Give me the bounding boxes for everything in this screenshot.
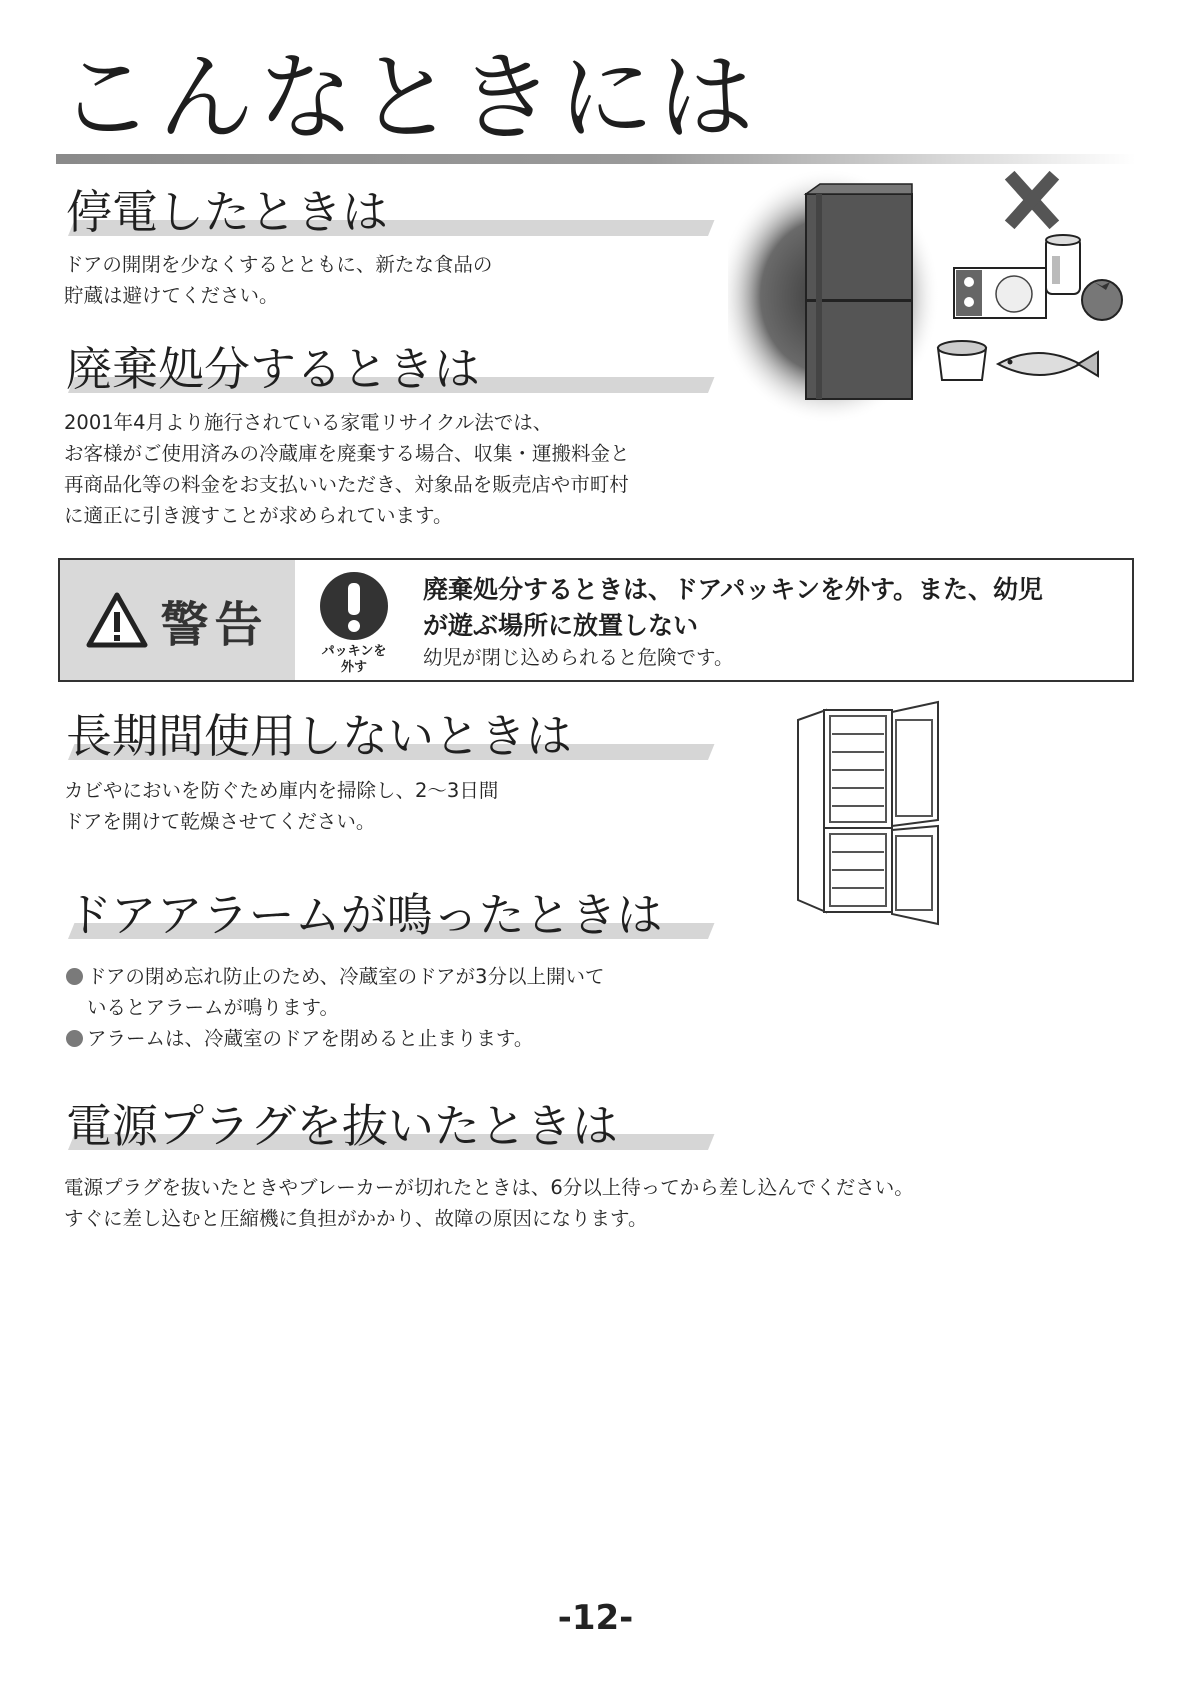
text-line: ドアを開けて乾燥させてください。 [64, 810, 376, 833]
warning-content [413, 560, 1043, 680]
bullet-item [64, 961, 604, 992]
page-number: -12- [557, 1598, 634, 1638]
text-line: ドアの開閉を少なくするとともに、新たな食品の [64, 253, 493, 276]
can-icon [1046, 235, 1080, 294]
section-heading-door-alarm [66, 889, 663, 942]
cup-icon [938, 341, 986, 380]
heading-text: 長期間使用しないときは [66, 709, 572, 763]
text-line: カビやにおいを防ぐため庫内を掃除し、2～3日間 [64, 779, 499, 802]
warning-label [60, 560, 295, 680]
bullet-text: ドアの閉め忘れ防止のため、冷蔵室のドアが3分以上開いて [87, 965, 605, 988]
text-line: 再商品化等の料金をお支払いいただき、対象品を販売店や市町村 [64, 473, 629, 496]
bullet-dot-icon [66, 1030, 83, 1047]
bullet-text: アラームは、冷蔵室のドアを閉めると止まります。 [87, 1027, 534, 1050]
warning-heading-line: が遊ぶ場所に放置しない [423, 611, 699, 640]
tomato-icon [1082, 280, 1122, 320]
pizza-box-icon [954, 268, 1046, 318]
section-heading-power-outage [66, 186, 388, 239]
warning-label-text: 警告 [160, 596, 269, 653]
bullet-item [64, 1023, 604, 1054]
unplugged-text [64, 1172, 914, 1234]
fridge-food-illustration [728, 168, 1138, 430]
fridge-icon [806, 184, 912, 399]
text-line: 2001年4月より施行されている家電リサイクル法では、 [64, 411, 553, 434]
text-line: お客様がご使用済みの冷蔵庫を廃棄する場合、収集・運搬料金と [64, 442, 630, 465]
fish-icon [998, 352, 1098, 376]
warning-triangle-icon [86, 592, 148, 648]
caption-line: パッキンを [321, 644, 387, 659]
caption-line: 外す [340, 660, 367, 675]
long-unused-text [64, 775, 498, 837]
exclamation-circle-icon [318, 570, 390, 642]
text-line: すぐに差し込むと圧縮機に負担がかかり、故障の原因になります。 [64, 1207, 648, 1230]
warning-icon-col [295, 560, 413, 680]
text-line: 電源プラグを抜いたときやブレーカーが切れたときは、6分以上待ってから差し込んでください。 [64, 1176, 914, 1199]
heading-text: 廃棄処分するときは [66, 342, 480, 396]
power-outage-text [64, 249, 492, 311]
warning-detail: 幼児が閉じ込められると危険です。 [423, 646, 734, 669]
heading-text: ドアアラームが鳴ったときは [66, 888, 663, 942]
section-heading-long-unused [66, 710, 572, 763]
disposal-text [64, 407, 630, 531]
text-line: に適正に引き渡すことが求められています。 [64, 504, 453, 527]
section-heading-unplugged [66, 1100, 618, 1153]
section-heading-disposal [66, 343, 480, 396]
fridge-side [798, 710, 826, 912]
page-title: こんなときには [58, 42, 758, 154]
cross-mark-icon [1014, 180, 1050, 220]
open-fridge-illustration [796, 700, 946, 930]
warning-icon-caption [322, 644, 387, 676]
warning-heading-line: 廃棄処分するときは、ドアパッキンを外す。また、幼児 [423, 575, 1044, 604]
text-line: 貯蔵は避けてください。 [64, 284, 279, 307]
heading-text: 停電したときは [66, 185, 388, 239]
title-rule [56, 154, 1136, 164]
bullet-dot-icon [66, 968, 83, 985]
bullet-continuation: いるとアラームが鳴ります。 [87, 996, 339, 1019]
heading-text: 電源プラグを抜いたときは [66, 1099, 618, 1153]
door-alarm-text [64, 961, 604, 1054]
warning-box [58, 558, 1134, 682]
